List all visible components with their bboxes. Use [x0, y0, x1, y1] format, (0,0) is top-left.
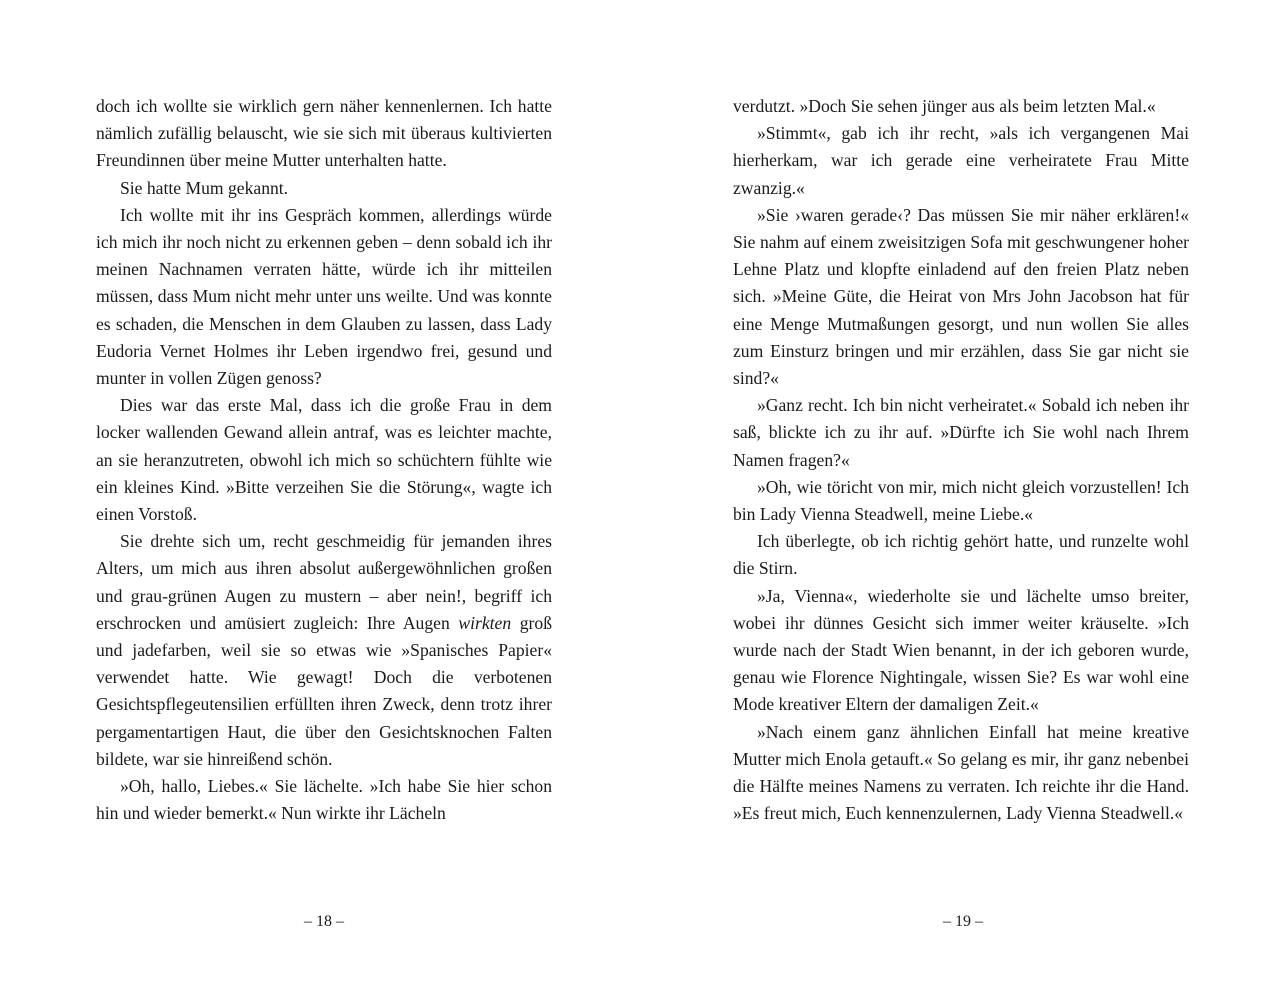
paragraph-text: groß und jadefarben, weil sie so etwas wie »Spanisches Papier« verwendet hatte. Wie gewagt! Doch die verbotenen Gesichtspflegeutensilien erfüllten ihren Zweck, denn trotz ihrer pergamentartigen Haut, die über den Gesichtsknochen Falten bildete, war sie hinreißend schön.: [96, 612, 552, 769]
paragraph: Ich überlegte, ob ich richtig gehört hatte, und runzelte wohl die Stirn.: [733, 531, 1189, 579]
paragraph: [96, 528, 552, 773]
paragraph: »Oh, hallo, Liebes.« Sie lächelte. »Ich habe Sie hier schon hin und wieder bemerkt.« Nun wirkte ihr Lächeln: [96, 776, 552, 824]
paragraph: doch ich wollte sie wirklich gern näher kennenlernen. Ich hatte nämlich zufällig belauscht, wie sie sich mit überaus kultivierten Freundinnen über meine Mutter unterhalten hatte.: [96, 96, 552, 171]
paragraph: »Stimmt«, gab ich ihr recht, »als ich vergangenen Mai hierherkam, war ich gerade eine verheiratete Frau Mitte zwanzig.«: [733, 123, 1189, 198]
paragraph: verdutzt. »Doch Sie sehen jünger aus als beim letzten Mal.«: [733, 96, 1156, 116]
page-number-left: – 18 –: [304, 913, 344, 930]
paragraph: »Oh, wie töricht von mir, mich nicht gleich vorzustellen! Ich bin Lady Vienna Steadwell, meine Liebe.«: [733, 476, 1189, 525]
paragraph: Dies war das erste Mal, dass ich die große Frau in dem locker wallenden Gewand allein antraf, was es leichter machte, an sie heranzutreten, obwohl ich mich so schüchtern fühlte wie ein kleines Kind. »Bitte verzeihen Sie die Störung«, wagte ich einen Vorstoß.: [96, 395, 552, 525]
paragraph: Sie hatte Mum gekannt.: [120, 177, 289, 198]
paragraph: »Ganz recht. Ich bin nicht verheiratet.« Sobald ich neben ihr saß, blickte ich zu ihr auf. »Dürfte ich Sie wohl nach Ihrem Namen fragen?«: [733, 395, 1189, 470]
emphasized-word: wirkten: [458, 612, 512, 633]
page-number-right: – 19 –: [943, 913, 983, 930]
paragraph: Ich wollte mit ihr ins Gespräch kommen, allerdings würde ich mich ihr noch nicht zu erkennen geben – denn sobald ich ihr meinen Nachnamen verraten hätte, würde ich ihr mitteilen müssen, dass Mum nicht mehr unter uns weilte. Und was konnte es schaden, die Menschen in dem Glauben zu lassen, dass Lady Eudoria Vernet Holmes ihr Leben irgendwo frei, gesund und munter in vollen Zügen genoss?: [96, 204, 552, 389]
paragraph-text: Sie drehte sich um, recht geschmeidig für jemanden ihres Alters, um mich aus ihren absolut außergewöhnlichen großen und grau-grünen Augen zu mustern – aber nein!, begriff ich erschrocken und amüsiert zugleich: Ihre Augen: [96, 531, 552, 633]
paragraph: »Ja, Vienna«, wiederholte sie und lächelte umso breiter, wobei ihr dünnes Gesicht sich immer weiter kräuselte. »Ich wurde nach der Stadt Wien benannt, in der ich geboren wurde, genau wie Florence Nightingale, wissen Sie? Es war wohl eine Mode kreativer Eltern der damaligen Zeit.«: [733, 585, 1189, 715]
paragraph: »Nach einem ganz ähnlichen Einfall hat meine kreative Mutter mich Enola getauft.« So gelang es mir, ihr ganz nebenbei die Hälfte meines Namens zu verraten. Ich reichte ihr die Hand. »Es freut mich, Euch kennenzulernen, Lady Vienna Steadwell.«: [733, 721, 1189, 824]
right-page: [733, 93, 1189, 827]
left-page: [96, 93, 552, 827]
paragraph: »Sie ›waren gerade‹? Das müssen Sie mir näher erklären!« Sie nahm auf einem zweisitzigen Sofa mit geschwungener hoher Lehne Platz und klopfte einladend auf den freien Platz neben sich. »Meine Güte, die Heirat von Mrs John Jacobson hat für eine Menge Mutmaßungen gesorgt, und nun wollen Sie alles zum Einsturz bringen und mir erzählen, dass Sie gar nicht sie sind?«: [733, 204, 1189, 389]
